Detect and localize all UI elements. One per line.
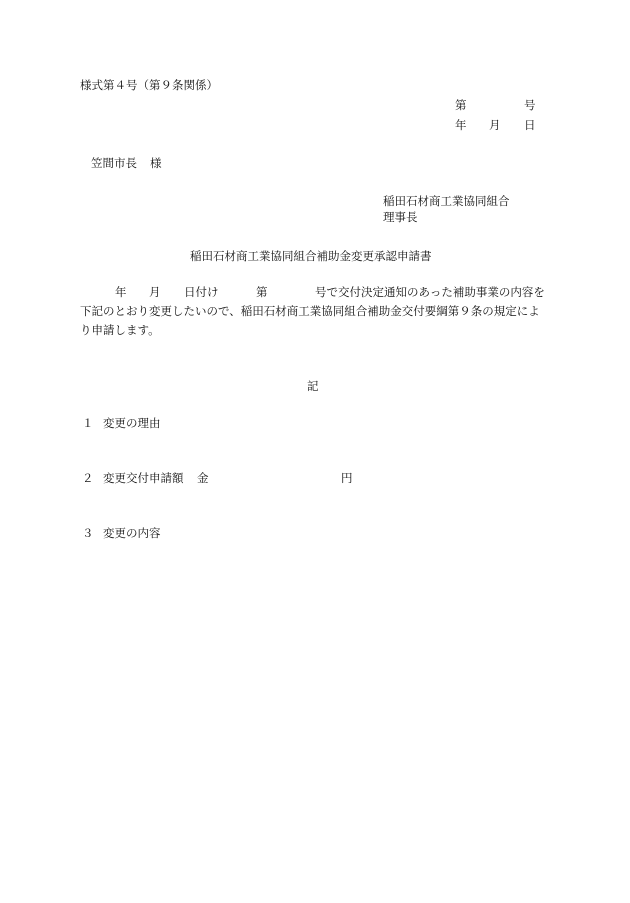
body-dai: 第 xyxy=(256,285,268,299)
body-month: 月 xyxy=(149,285,161,299)
item-2-label: 変更交付申請額 xyxy=(103,471,184,485)
document-title: 稲田石材商工業協同組合補助金変更承認申請書 xyxy=(190,249,432,263)
body-line2: 下記のとおり変更したいので、稲田石材商工業協同組合補助金交付要綱第９条の規定によ xyxy=(80,304,540,318)
item-1-label: 変更の理由 xyxy=(103,416,161,430)
item-1-number: １ xyxy=(82,416,94,430)
form-label: 様式第４号（第９条関係） xyxy=(80,78,218,92)
ki-heading: 記 xyxy=(307,379,319,393)
item-3-label: 変更の内容 xyxy=(103,526,161,540)
item-2-number: ２ xyxy=(82,471,94,485)
body-dated: 日付け xyxy=(184,285,219,299)
item-2-currency-suffix: 円 xyxy=(341,471,353,485)
applicant-organization: 稲田石材商工業協同組合 xyxy=(383,194,510,208)
header-number-suffix: 号 xyxy=(524,98,536,112)
body-line1-rest: 号で交付決定通知のあった補助事業の内容を xyxy=(315,285,545,299)
item-3-number: ３ xyxy=(82,526,94,540)
addressee-honorific: 様 xyxy=(150,156,162,170)
header-date-month: 月 xyxy=(489,118,501,132)
header-date-day: 日 xyxy=(524,118,536,132)
applicant-title: 理事長 xyxy=(383,210,418,224)
header-date-year: 年 xyxy=(455,118,467,132)
addressee-name: 笠間市長 xyxy=(91,156,137,170)
body-line3: り申請します。 xyxy=(80,323,160,337)
body-year: 年 xyxy=(115,285,127,299)
item-2-currency-prefix: 金 xyxy=(197,471,209,485)
header-number-prefix: 第 xyxy=(455,98,467,112)
